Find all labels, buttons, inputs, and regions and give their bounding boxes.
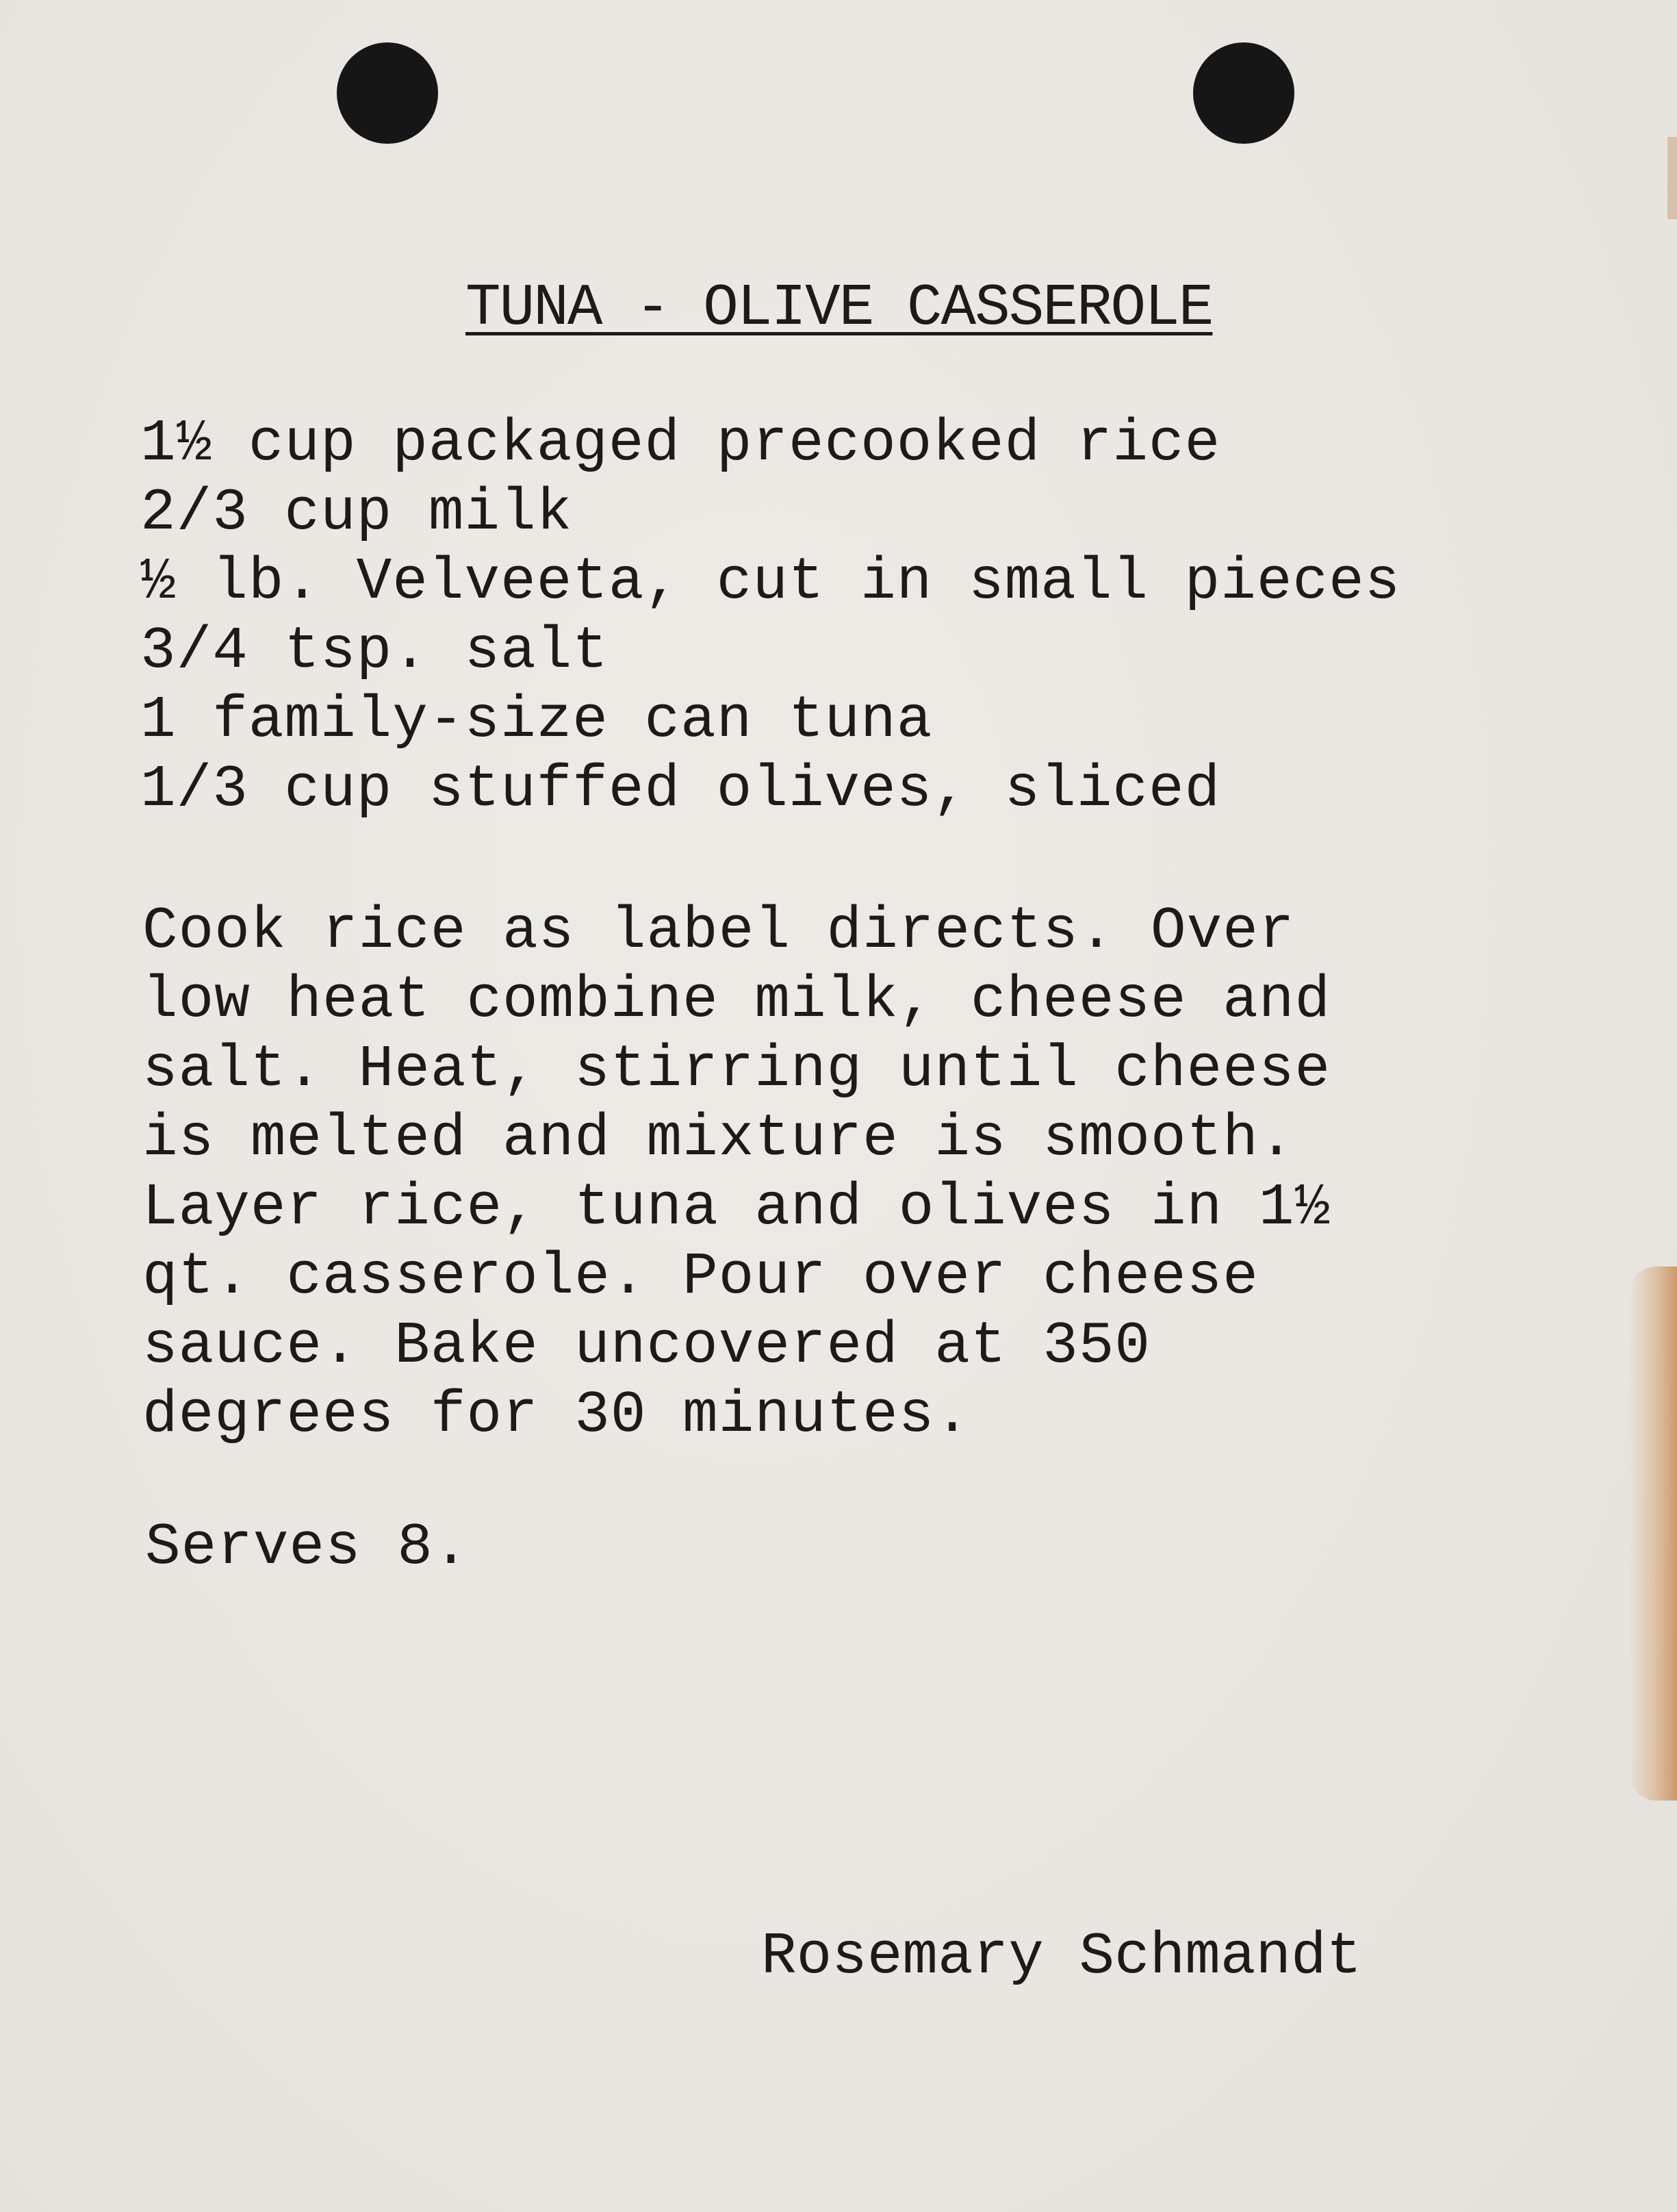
edge-stain-mark: [1667, 137, 1677, 219]
directions-line: Cook rice as label directs. Over: [142, 898, 1295, 965]
author-name: Rosemary Schmandt: [761, 1923, 1362, 1990]
directions-line: salt. Heat, stirring until cheese: [142, 1036, 1331, 1103]
recipe-title: TUNA - OLIVE CASSEROLE: [465, 275, 1213, 342]
directions-line: sauce. Bake uncovered at 350: [142, 1312, 1151, 1380]
ingredient-list: [140, 409, 1400, 824]
ingredient-item: 1½ cup packaged precooked rice: [140, 410, 1221, 477]
directions-line: Layer rice, tuna and olives in 1½: [142, 1174, 1331, 1241]
ingredient-item: 3/4 tsp. salt: [140, 618, 609, 685]
ingredient-item: 2/3 cup milk: [140, 479, 573, 546]
directions-line: is melted and mixture is smooth.: [142, 1105, 1295, 1172]
ingredient-item: ½ lb. Velveeta, cut in small pieces: [140, 548, 1401, 615]
binder-hole-left: [337, 42, 438, 144]
ingredient-item: 1 family-size can tuna: [140, 687, 933, 754]
binder-hole-right: [1193, 42, 1294, 144]
directions-paragraph: [142, 897, 1614, 1450]
ingredient-item: 1/3 cup stuffed olives, sliced: [140, 756, 1221, 823]
directions-line: qt. casserole. Pour over cheese: [142, 1243, 1259, 1310]
directions-line: degrees for 30 minutes.: [142, 1382, 971, 1449]
directions-line: low heat combine milk, cheese and: [142, 967, 1331, 1034]
stain-mark: [1629, 1267, 1677, 1801]
serves-note: Serves 8.: [145, 1514, 470, 1581]
